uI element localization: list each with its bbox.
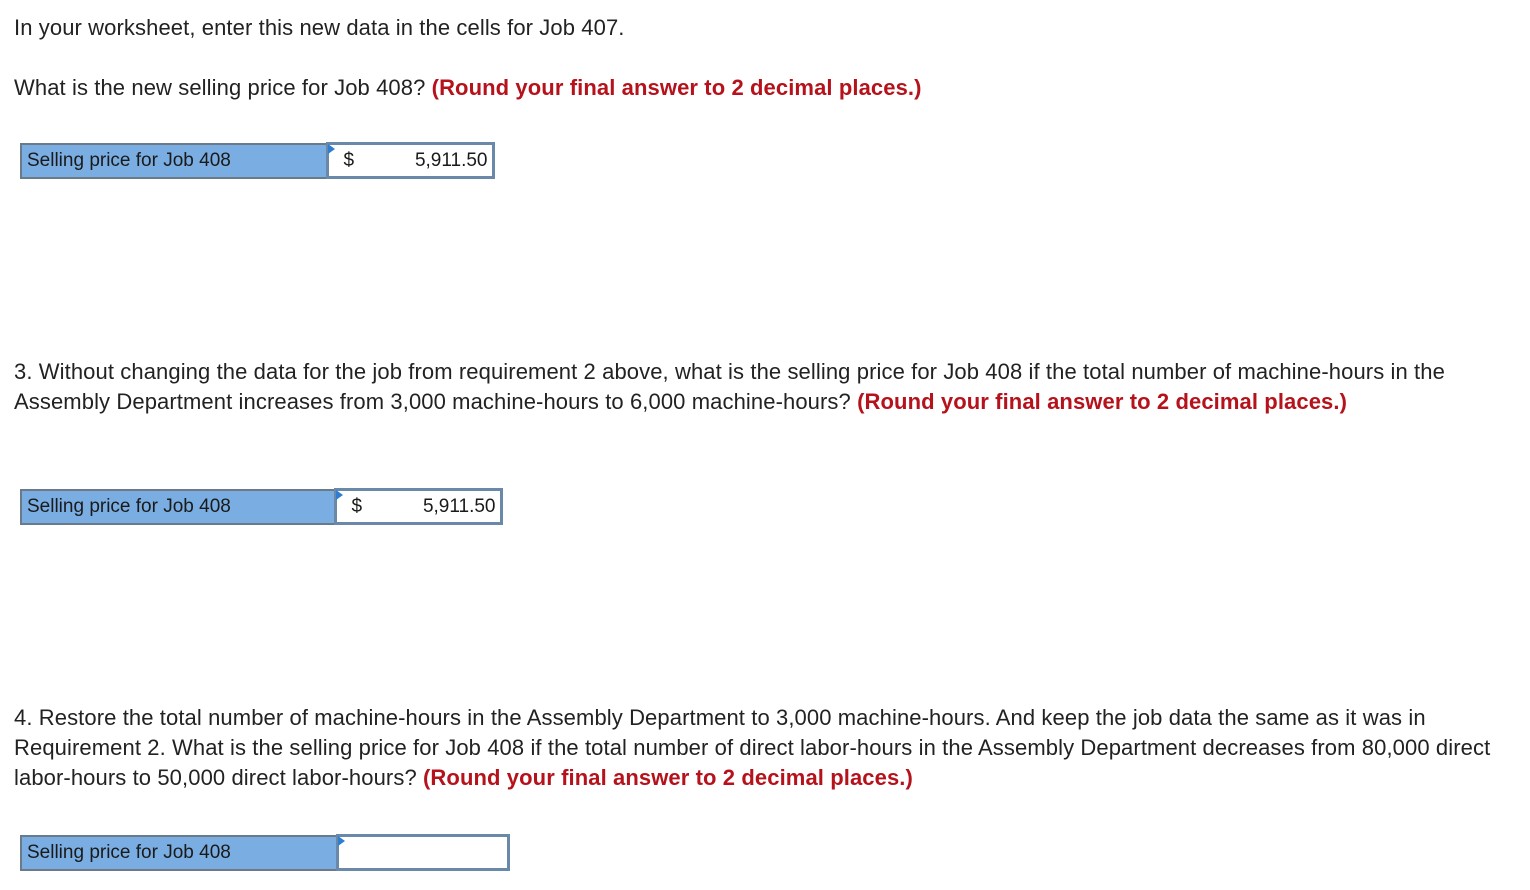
answer-3-label: Selling price for Job 408 (21, 836, 337, 870)
requirement-3-text (14, 357, 1519, 417)
requirement-3-body: 3. Without changing the data for the job from requirement 2 above, what is the selling price for Job 408 if the total number of machine-hours in the Assembly Department increases from 3,000 machine-hours to 6,000 machine-hours? (14, 359, 1445, 414)
instruction-text (14, 13, 625, 43)
answer-table-2 (20, 488, 503, 525)
answer-1-currency: $ (343, 149, 355, 171)
answer-2-value: 5,911.50 (422, 495, 496, 517)
answer-1-label: Selling price for Job 408 (21, 144, 327, 178)
answer-1-value: 5,911.50 (414, 149, 488, 171)
answer-table-3 (20, 834, 510, 871)
requirement-3-rounding-note: (Round your final answer to 2 decimal places.) (857, 389, 1348, 414)
requirement-4-rounding-note: (Round your final answer to 2 decimal places.) (423, 765, 913, 790)
answer-2-currency: $ (351, 495, 363, 517)
answer-1-input[interactable] (327, 144, 493, 178)
answer-table-1 (20, 142, 495, 179)
requirement-4-text (14, 703, 1519, 793)
question-2-rounding-note: (Round your final answer to 2 decimal places.) (431, 75, 922, 100)
answer-2-label: Selling price for Job 408 (21, 490, 335, 524)
question-2-text (14, 73, 922, 103)
requirement-4-body: 4. Restore the total number of machine-hours in the Assembly Department to 3,000 machine-hours. And keep the job data the same as it was in Requirement 2. What is the selling price for Job 408 if the total number of direct labor-hours in the Assembly Department decreases from 80,000 direct labor-hours to 50,000 direct labor-hours? (14, 705, 1491, 790)
instruction-line: In your worksheet, enter this new data in the cells for Job 407. (14, 15, 625, 40)
answer-3-input[interactable] (337, 836, 508, 870)
answer-2-input[interactable] (335, 490, 501, 524)
question-2-body: What is the new selling price for Job 408? (14, 75, 432, 100)
